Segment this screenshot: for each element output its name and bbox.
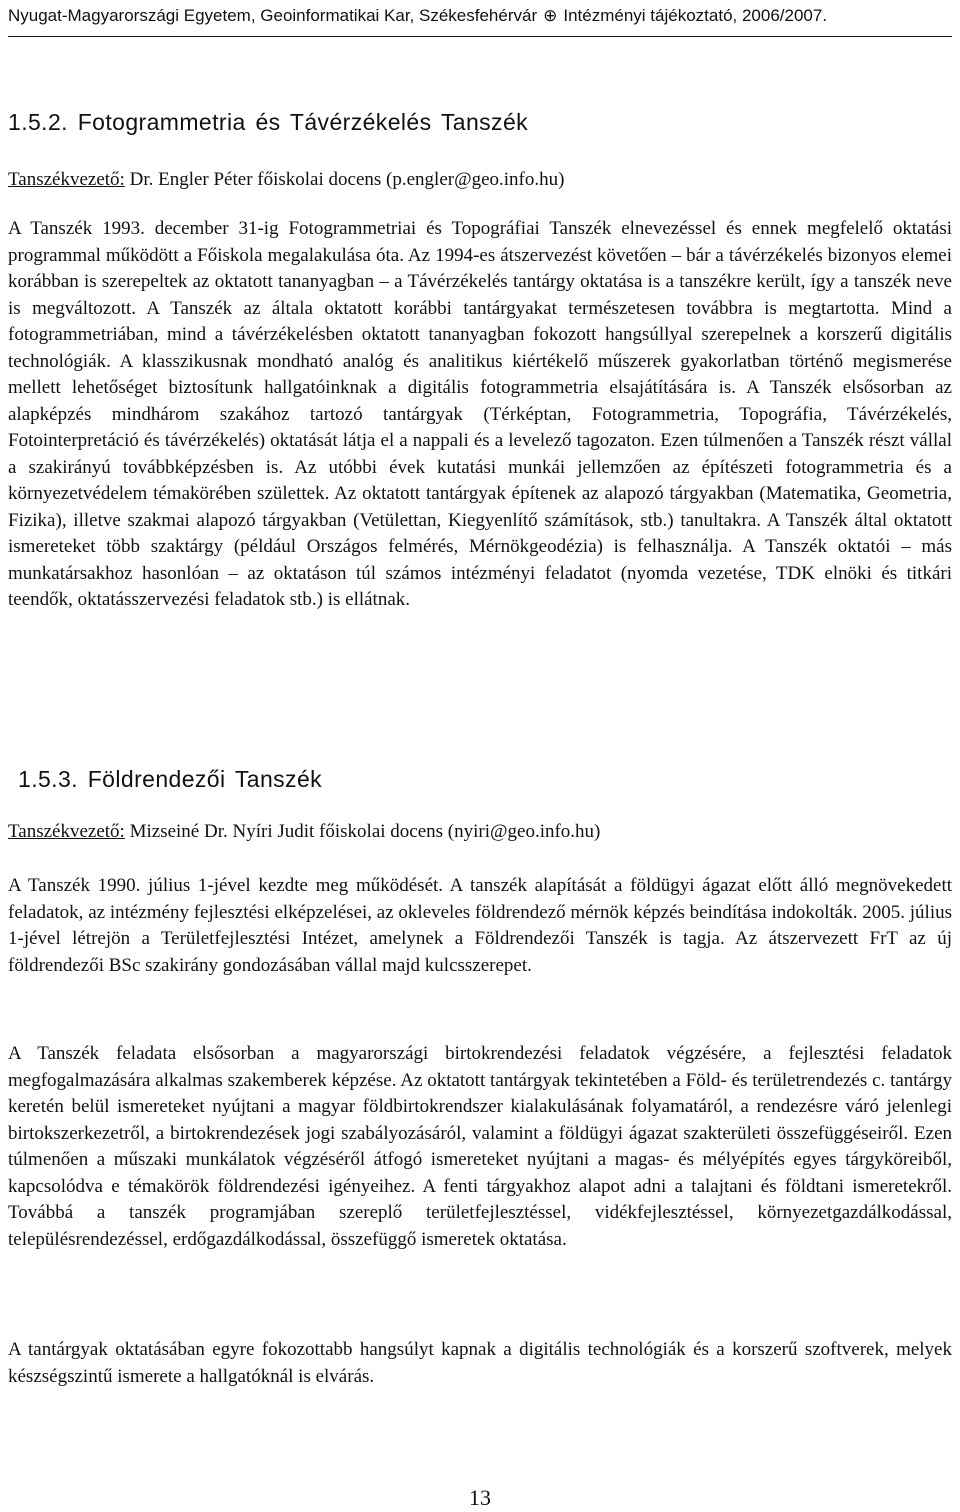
paragraph-foldrendezoi-2: A Tanszék feladata elsősorban a magyarországi birtokrendezési feladatok végzésére, a fejlesztési feladatok megfogalmazására alkalmas szakemberek képzése. Az oktatott tantárgyak tekintetében a Föld- és területrendezés c. tantárgy keretén belül ismereteket nyújtani a magyar földbirtokrendszer kialakulásának folyamatáról, a rendezésre váró jelenlegi birtokszerkezetről, a birtokrendezések jogi szabályozásáról, valamint a földügyi ágazat szakterületi összefüggéseiről. Ezen túlmenően a műszaki munkálatok végzéséről átfogó ismereteket nyújtani a magas- és mélyépítés egyes tárgyköreiből, kapcsolódva e témakörök földrendezési igényeihez. A fenti tárgyakhoz alapot adni a talajtani és földtani ismeretekről. Továbbá a tanszék programjában szereplő területfejlesztéssel, vidékfejlesztéssel, környezetgazdálkodással, településrendezéssel, erdőgazdálkodással, összefüggő ismeretek oktatása. [8, 1043, 952, 1250]
department-head-label: Tanszékvezető: [8, 821, 125, 842]
paragraph-foldrendezoi-3: A tantárgyak oktatásában egyre fokozottabb hangsúlyt kapnak a digitális technológiák és a korszerű szoftverek, melyek készségszintű ismerete a hallgatóknál is elvárás. [8, 1339, 952, 1387]
department-head-value: Dr. Engler Péter főiskolai docens (p.engler@geo.info.hu) [124, 169, 565, 190]
page-number: 13 [469, 1485, 491, 1510]
header-document-title: Intézményi tájékoztató, 2006/2007. [563, 6, 828, 25]
header-separator-icon: ⊕ [543, 6, 558, 25]
header-institution: Nyugat-Magyarországi Egyetem, Geoinformatikai Kar, Székesfehérvár [8, 6, 538, 25]
section-title-fotogrammetria: 1.5.2. Fotogrammetria és Távérzékelés Tanszék [8, 109, 529, 135]
department-head-foldrendezoi [8, 819, 600, 845]
section-title-foldrendezoi: 1.5.3. Földrendezői Tanszék [18, 766, 323, 792]
department-head-value: Mizseiné Dr. Nyíri Judit főiskolai docens (nyiri@geo.info.hu) [124, 821, 601, 842]
department-head-fotogrammetria [8, 167, 564, 193]
department-head-label: Tanszékvezető: [8, 169, 125, 190]
paragraph-foldrendezoi-1: A Tanszék 1990. július 1-jével kezdte meg működését. A tanszék alapítását a földügyi ágazat előtt álló megnövekedett feladatok, az intézmény fejlesztési elképzelései, az okleveles földrendező mérnök képzés beindítása indokolták. 2005. július 1-jével létrejön a Területfejlesztési Intézet, amelynek a Földrendezői Tanszék is tagja. Az átszervezett FrT az új földrendezői BSc szakirány gondozásában vállal majd kulcsszerepet. [8, 875, 952, 976]
paragraph-fotogrammetria: A Tanszék 1993. december 31-ig Fotogrammetriai és Topográfiai Tanszék elnevezéssel és ennek megfelelő oktatási programmal működött a Főiskola megalakulása óta. Az 1994-es átszervezést követően – bár a távérzékelés bizonyos elemei korábban is szerepeltek az oktatott tananyagban – a Távérzékelés tantárgy oktatása is a tanszékre került, így a tanszék neve is megváltozott. A Tanszék az általa oktatott korábbi tantárgyakat természetesen továbbra is megtartotta. Mind a fotogrammetriában, mind a távérzékelésben oktatott tananyagban fokozott hangsúllyal szerepelnek a korszerű digitális technológiák. A klasszikusnak mondható analóg és analitikus kiértékelő műszerek gyakorlatban történő megismerése mellett lehetőséget biztosítunk hallgatóinknak a digitális fotogrammetria elsajátítására is. A Tanszék elsősorban az alapképzés mindhárom szakához tartozó tantárgyak (Térképtan, Fotogrammetria, Topográfia, Távérzékelés, Fotointerpretáció és távérzékelés) oktatását látja el a nappali és a levelező tagozaton. Ezen túlmenően a Tanszék részt vállal a szakirányú továbbképzésben is. Az utóbbi évek kutatási munkái jellemzően az építészeti fotogrammetria és a környezetvédelem témakörében születtek. Az oktatott tantárgyak építenek az alapozó tárgyakban (Matematika, Geometria, Fizika), illetve szakmai alapozó tárgyakban (Vetülettan, Kiegyenlítő számítások, stb.) tanultakra. A Tanszék által oktatott ismereteket több szaktárgy (például Országos felmérés, Mérnökgeodézia) is felhasználja. A Tanszék oktatói – más munkatársakhoz hasonlóan – az oktatáson túl számos intézményi feladatot (nyomda vezetése, TDK elnöki és titkári teendők, oktatásszervezési feladatok stb.) is ellátnak. [8, 218, 952, 610]
running-header [8, 4, 952, 37]
